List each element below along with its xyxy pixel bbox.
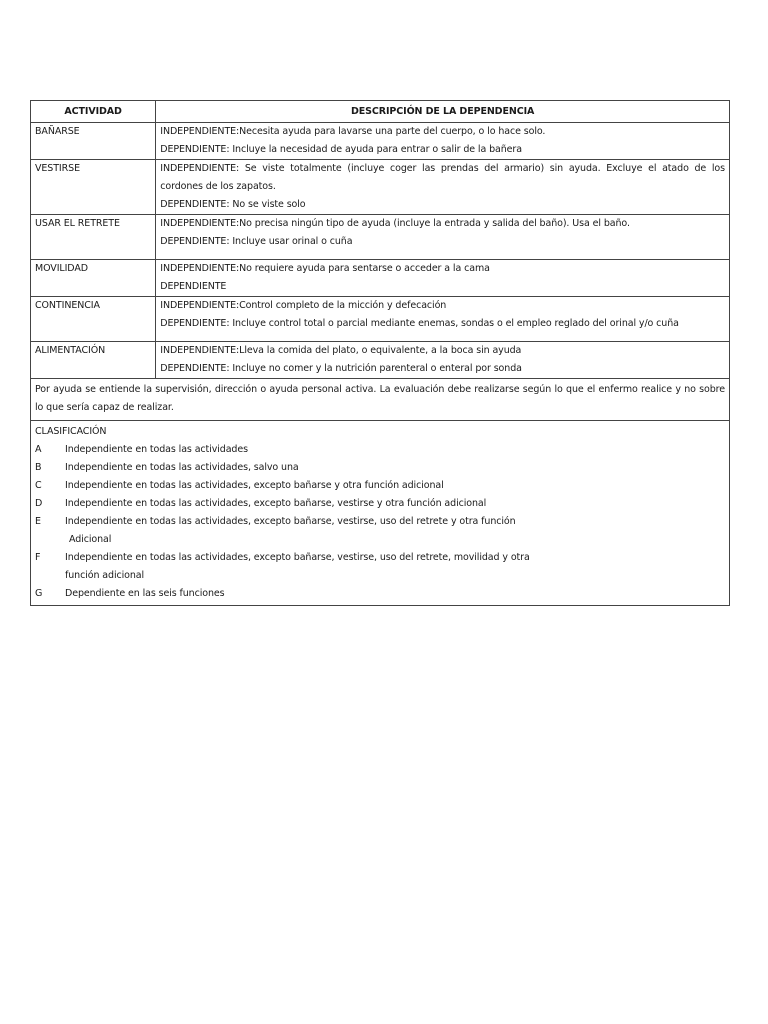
independent-text: INDEPENDIENTE:No requiere ayuda para sentarse o acceder a la cama xyxy=(160,263,490,274)
class-letter: E xyxy=(35,516,41,527)
table-row xyxy=(31,297,730,342)
class-letter: G xyxy=(35,588,43,599)
class-letter: A xyxy=(35,444,42,455)
description-cell xyxy=(156,260,730,297)
activity-cell: BAÑARSE xyxy=(31,123,156,160)
table-row xyxy=(31,160,730,215)
class-letter: B xyxy=(35,462,42,473)
classification-row xyxy=(31,421,730,606)
activity-cell: ALIMENTACIÓN xyxy=(31,342,156,379)
description-cell xyxy=(156,342,730,379)
dependent-text: DEPENDIENTE: No se viste solo xyxy=(160,199,306,210)
independent-text: INDEPENDIENTE:Necesita ayuda para lavarse una parte del cuerpo, o lo hace solo. xyxy=(160,126,546,137)
class-text: Independiente en todas las actividades, salvo una xyxy=(65,462,299,473)
class-text: Independiente en todas las actividades, excepto bañarse, vestirse y otra función adicional xyxy=(65,498,487,509)
header-activity: ACTIVIDAD xyxy=(31,101,156,123)
table-row xyxy=(31,123,730,160)
class-text: Independiente en todas las actividades xyxy=(65,444,248,455)
description-cell xyxy=(156,123,730,160)
classification-item xyxy=(35,513,725,531)
independent-text: INDEPENDIENTE: Se viste totalmente (incluye coger las prendas del armario) sin ayuda. Excluye el atado de los cordones de los zapatos. xyxy=(160,163,725,192)
classification-title: CLASIFICACIÓN xyxy=(35,426,107,437)
independent-text: INDEPENDIENTE:Lleva la comida del plato, o equivalente, a la boca sin ayuda xyxy=(160,345,522,356)
classification-item xyxy=(35,585,725,603)
activity-cell: MOVILIDAD xyxy=(31,260,156,297)
class-letter: F xyxy=(35,552,41,563)
activity-cell: USAR EL RETRETE xyxy=(31,215,156,260)
classification-item xyxy=(35,477,725,495)
katz-index-table xyxy=(30,100,730,606)
class-letter: C xyxy=(35,480,42,491)
description-cell xyxy=(156,160,730,215)
class-text: Independiente en todas las actividades, excepto bañarse, vestirse, uso del retrete y otra función xyxy=(65,516,516,527)
classification-item xyxy=(35,441,725,459)
activity-cell: VESTIRSE xyxy=(31,160,156,215)
dependent-text: DEPENDIENTE: Incluye la necesidad de ayuda para entrar o salir de la bañera xyxy=(160,144,522,155)
dependent-text: DEPENDIENTE: Incluye usar orinal o cuña xyxy=(160,236,353,247)
class-text: Independiente en todas las actividades, excepto bañarse, vestirse, uso del retrete, movilidad y otra xyxy=(65,552,530,563)
table-row xyxy=(31,260,730,297)
document-page xyxy=(30,100,730,606)
activity-cell: CONTINENCIA xyxy=(31,297,156,342)
class-letter: D xyxy=(35,498,43,509)
classification-item xyxy=(35,495,725,513)
assistance-note: Por ayuda se entiende la supervisión, dirección o ayuda personal activa. La evaluación debe realizarse según lo que el enfermo realice y no sobre lo que sería capaz de realizar. xyxy=(31,379,730,421)
independent-text: INDEPENDIENTE:Control completo de la micción y defecación xyxy=(160,300,447,311)
table-row xyxy=(31,342,730,379)
independent-text: INDEPENDIENTE:No precisa ningún tipo de ayuda (incluye la entrada y salida del baño). Usa el baño. xyxy=(160,218,630,229)
dependent-text: DEPENDIENTE xyxy=(160,281,227,292)
dependent-text: DEPENDIENTE: Incluye control total o parcial mediante enemas, sondas o el empleo reglado del orinal y/o cuña xyxy=(160,318,679,329)
table-row xyxy=(31,215,730,260)
classification-item xyxy=(35,459,725,477)
header-description: DESCRIPCIÓN DE LA DEPENDENCIA xyxy=(156,101,730,123)
dependent-text: DEPENDIENTE: Incluye no comer y la nutrición parenteral o enteral por sonda xyxy=(160,363,522,374)
note-row xyxy=(31,379,730,421)
class-text-continuation: función adicional xyxy=(65,570,145,581)
classification-section xyxy=(31,421,730,606)
class-text: Independiente en todas las actividades, excepto bañarse y otra función adicional xyxy=(65,480,444,491)
class-text-continuation: Adicional xyxy=(69,534,112,545)
class-text: Dependiente en las seis funciones xyxy=(65,588,225,599)
classification-item xyxy=(35,549,725,567)
description-cell xyxy=(156,215,730,260)
description-cell xyxy=(156,297,730,342)
table-header-row xyxy=(31,101,730,123)
